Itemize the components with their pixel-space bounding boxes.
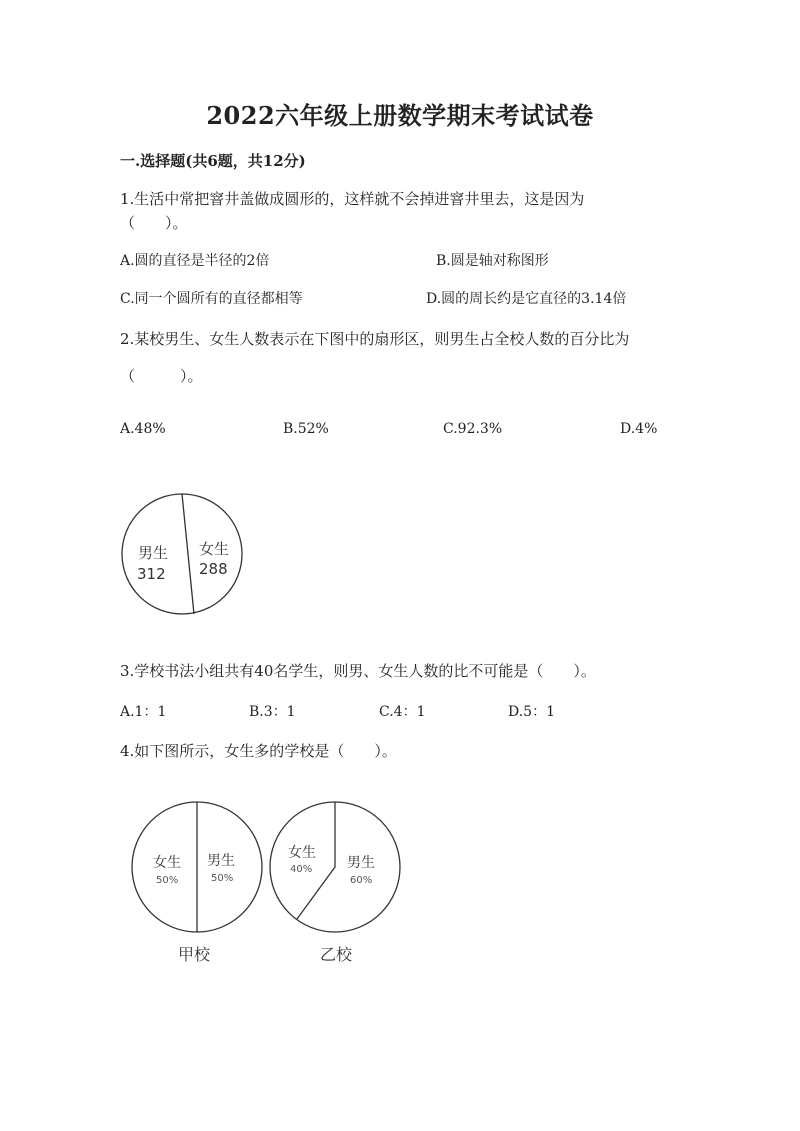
question-2-option-c: C.92.3%: [443, 421, 503, 437]
question-2-pie-figure: [115, 490, 255, 625]
question-1-option-b: B.圆是轴对称图形: [436, 253, 549, 269]
question-3-option-c: C.4：1: [379, 704, 426, 720]
school-a-girls-pct: 50%: [156, 875, 179, 886]
question-2-option-a: A.48%: [120, 421, 166, 437]
question-4-pie-figures: [125, 795, 425, 970]
school-b-girls-pct: 40%: [290, 864, 313, 875]
pie-girls-label: 女生: [199, 540, 230, 558]
school-a-caption: 甲校: [178, 945, 211, 964]
question-3-option-b: B.3：1: [249, 704, 296, 720]
page-title: 2022六年级上册数学期末考试试卷: [206, 101, 594, 130]
school-a-boys-label: 男生: [207, 853, 235, 869]
pie-boys-value: 312: [137, 565, 166, 583]
section-heading: 一.选择题(共6题，共12分): [120, 152, 306, 170]
school-b-caption: 乙校: [320, 945, 353, 964]
question-1-line-1: 1.生活中常把窨井盖做成圆形的，这样就不会掉进窨井里去，这是因为: [120, 190, 585, 208]
question-1-line-2: （ ）。: [120, 214, 188, 232]
question-3-line-1: 3.学校书法小组共有40名学生，则男、女生人数的比不可能是（ ）。: [120, 662, 596, 680]
question-3-option-a: A.1：1: [120, 704, 167, 720]
pie-boys-label: 男生: [138, 544, 169, 562]
question-4-line-1: 4.如下图所示，女生多的学校是（ ）。: [120, 742, 397, 760]
school-a-girls-label: 女生: [153, 855, 181, 871]
question-1-option-a: A.圆的直径是半径的2倍: [120, 253, 270, 269]
question-1-option-c: C.同一个圆所有的直径都相等: [120, 291, 303, 307]
question-2-option-b: B.52%: [283, 421, 329, 437]
pie-girls-value: 288: [199, 560, 228, 578]
question-2-line-1: 2.某校男生、女生人数表示在下图中的扇形区，则男生占全校人数的百分比为: [120, 330, 630, 348]
question-1-option-d: D.圆的周长约是它直径的3.14倍: [426, 291, 627, 307]
school-b-boys-label: 男生: [347, 855, 375, 871]
question-3-option-d: D.5：1: [508, 704, 555, 720]
school-b-boys-pct: 60%: [350, 875, 373, 886]
school-a-boys-pct: 50%: [211, 873, 234, 884]
school-b-girls-label: 女生: [288, 845, 316, 861]
question-2-option-d: D.4%: [620, 421, 658, 437]
question-2-line-2: （ ）。: [120, 367, 203, 385]
